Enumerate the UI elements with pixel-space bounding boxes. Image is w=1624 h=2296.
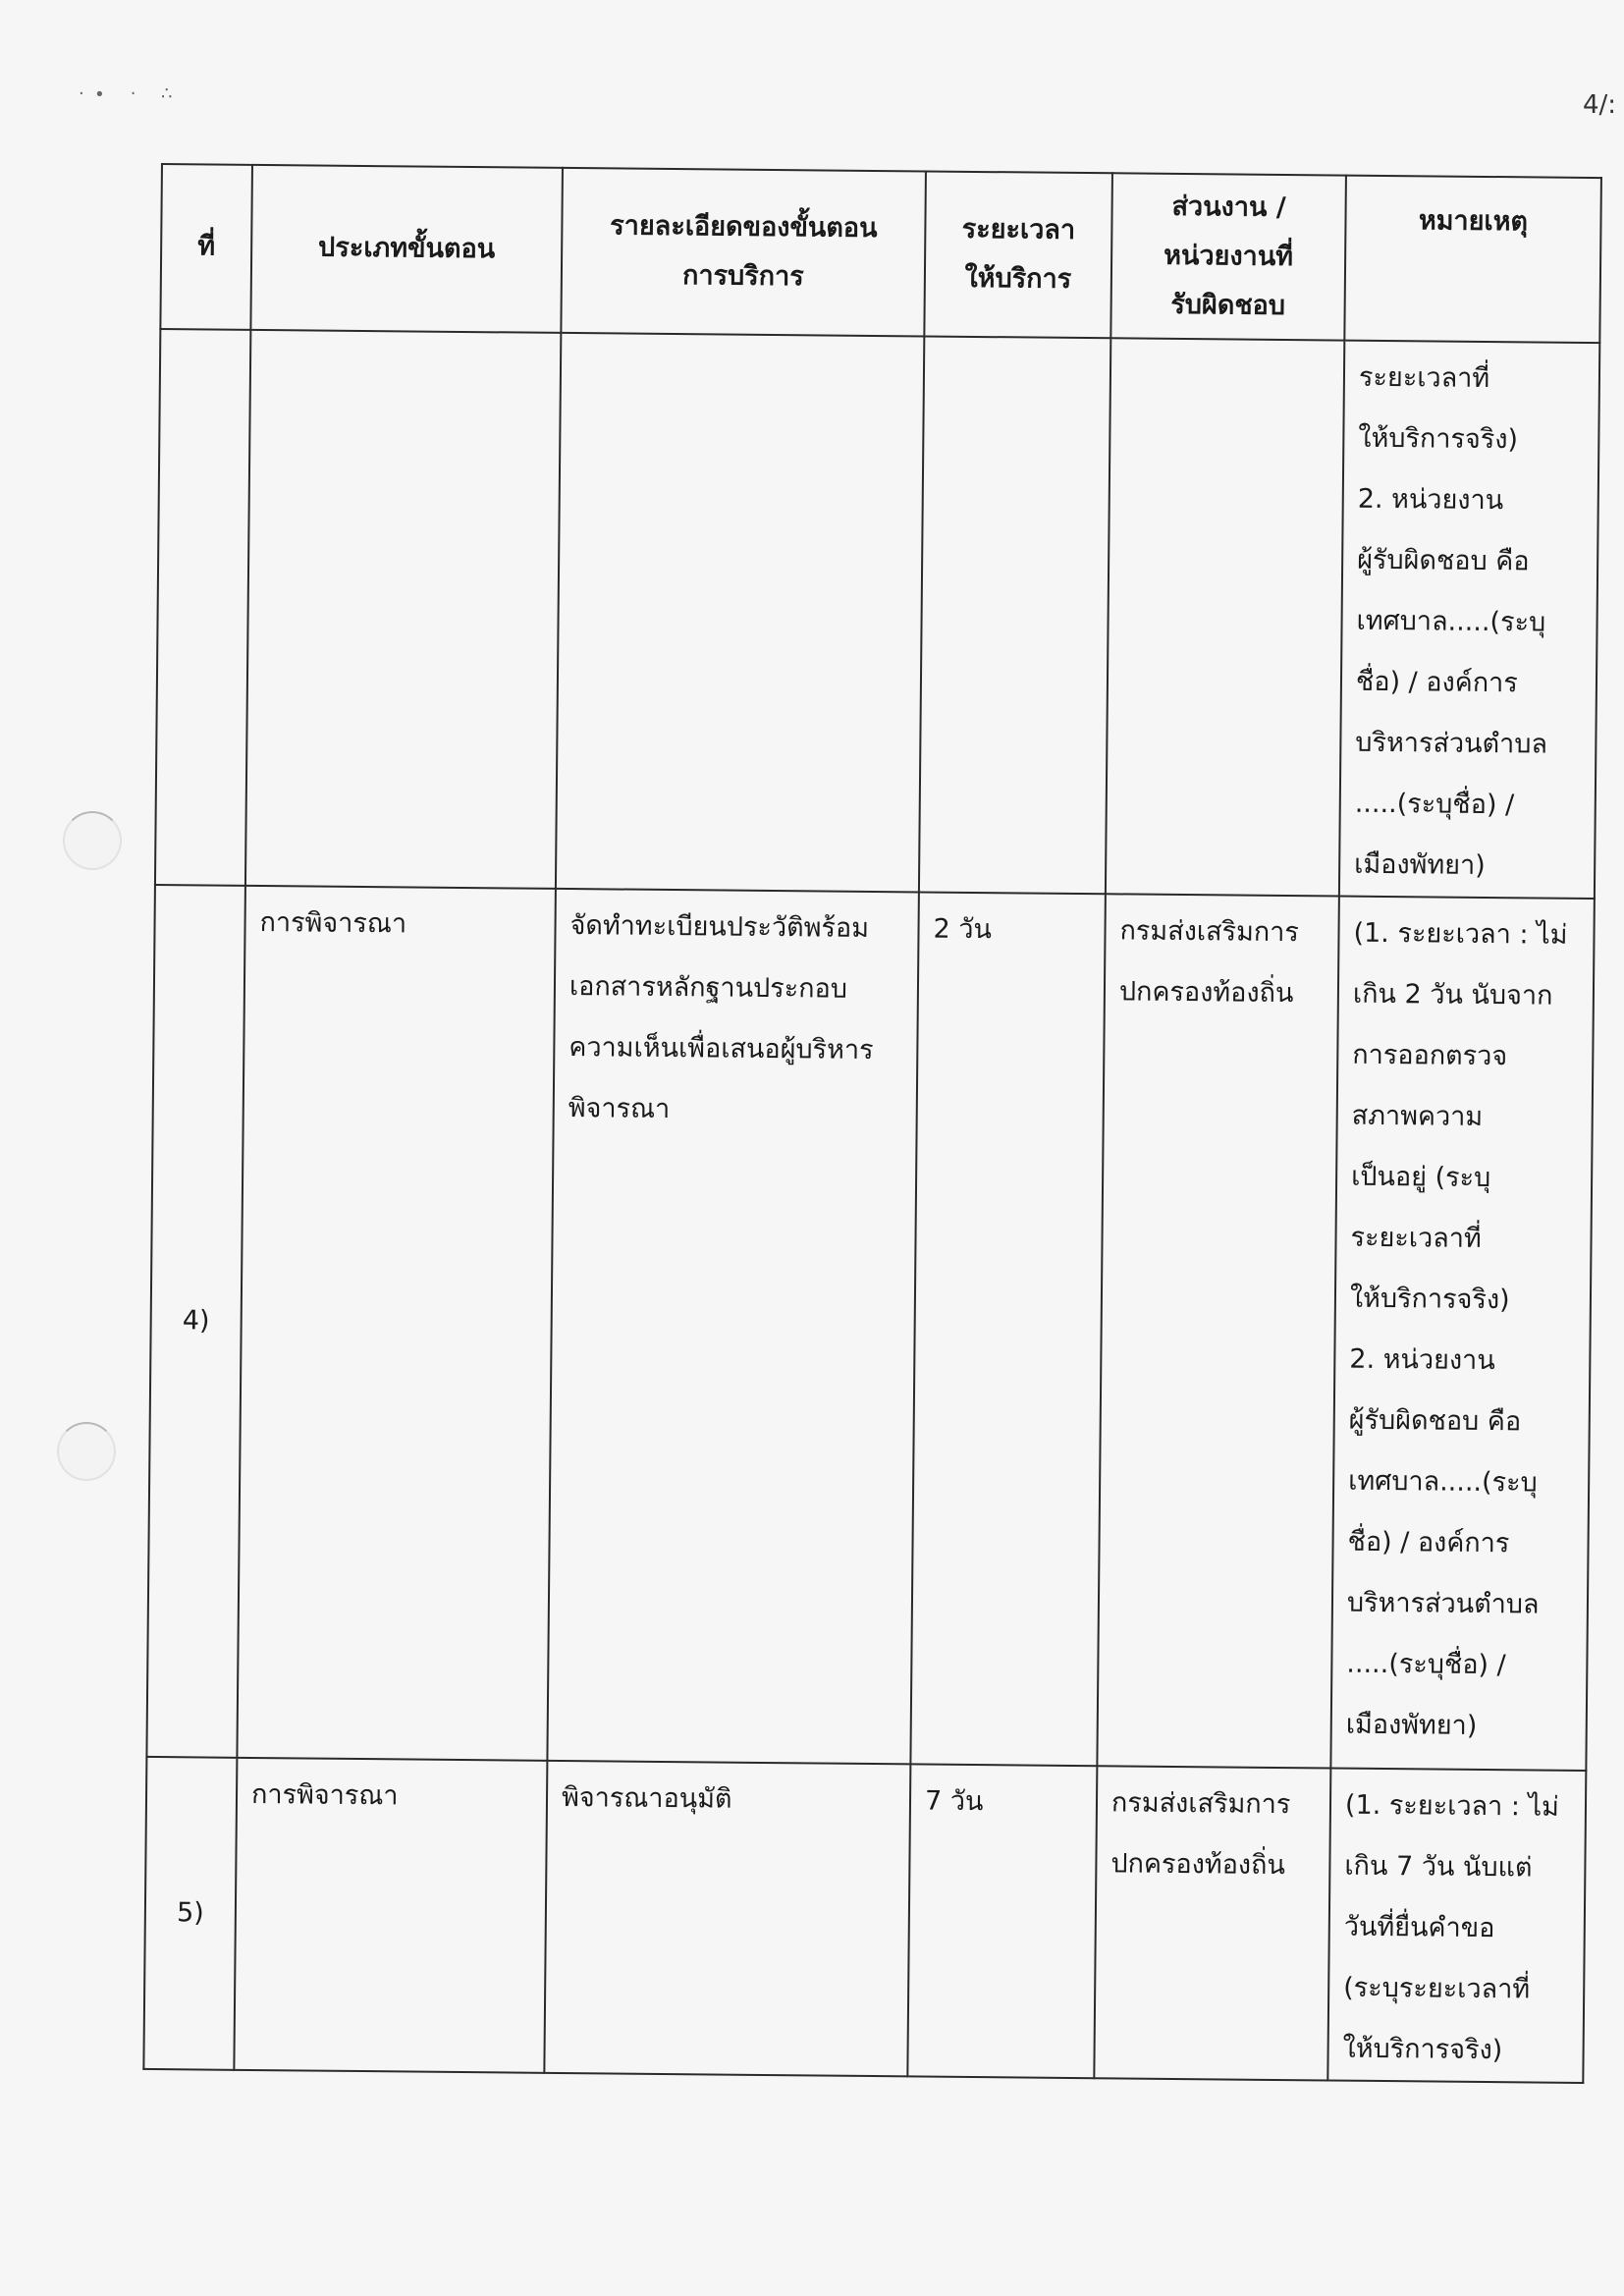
table-row xyxy=(146,885,1594,1771)
table-header-row xyxy=(160,164,1601,343)
header-step-type: ประเภทขั้นตอน xyxy=(250,165,563,333)
cell-duration xyxy=(919,336,1110,894)
header-remarks: หมายเหตุ xyxy=(1344,176,1601,343)
cell-remarks: (1. ระยะเวลา : ไม่ เกิน 7 วัน นับแต่ วันที่ยื่นคำขอ (ระบุระยะเวลาที่ ให้บริการจริง) xyxy=(1327,1769,1586,2083)
cell-details: จัดทำทะเบียนประวัติพร้อม เอกสารหลักฐานประกอบ ความเห็นเพื่อเสนอผู้บริหาร พิจารณา xyxy=(547,889,919,1765)
cell-agency xyxy=(1106,338,1344,896)
cell-no: 4) xyxy=(146,885,245,1758)
scan-specks: ·∙ · ∴ xyxy=(79,83,183,104)
procedure-table xyxy=(142,163,1602,2084)
cell-step-type: การพิจารณา xyxy=(237,886,556,1761)
cell-no xyxy=(155,329,250,886)
table-row xyxy=(155,329,1599,899)
cell-no: 5) xyxy=(143,1757,237,2070)
punch-hole xyxy=(57,1422,116,1481)
header-duration: ระยะเวลา ให้บริการ xyxy=(924,171,1112,338)
cell-duration: 7 วัน xyxy=(907,1764,1097,2078)
cell-duration: 2 วัน xyxy=(910,892,1106,1766)
cell-agency: กรมส่งเสริมการ ปกครองท้องถิ่น xyxy=(1094,1766,1330,2080)
cell-details: พิจารณาอนุมัติ xyxy=(544,1761,910,2077)
header-agency: ส่วนงาน / หน่วยงานที่ รับผิดชอบ xyxy=(1110,173,1346,340)
cell-agency: กรมส่งเสริมการ ปกครองท้องถิ่น xyxy=(1097,894,1339,1768)
page-number: 4/: xyxy=(1582,90,1616,120)
header-details: รายละเอียดของขั้นตอน การบริการ xyxy=(561,168,926,337)
cell-remarks: (1. ระยะเวลา : ไม่ เกิน 2 วัน นับจาก การออกตรวจ สภาพความ เป็นอยู่ (ระบุ ระยะเวลาที่ ให้บริการจริง) 2. หน่วยงาน ผู้รับผิดชอบ คือ เทศบาล.....(ระบุ ชื่อ) / องค์การ บริหารส่วนตำบล .....(ระบุชื่อ) / เมืองพัทยา) xyxy=(1330,897,1595,1771)
cell-step-type: การพิจารณา xyxy=(234,1758,547,2073)
cell-remarks: ระยะเวลาที่ ให้บริการจริง) 2. หน่วยงาน ผู้รับผิดชอบ คือ เทศบาล.....(ระบุ ชื่อ) / องค์การ บริหารส่วนตำบล .....(ระบุชื่อ) / เมืองพัทยา) xyxy=(1339,341,1599,899)
cell-step-type xyxy=(245,330,561,889)
cell-details xyxy=(556,333,924,893)
punch-hole xyxy=(63,811,122,870)
table-row xyxy=(143,1757,1586,2083)
header-no: ที่ xyxy=(160,164,252,330)
